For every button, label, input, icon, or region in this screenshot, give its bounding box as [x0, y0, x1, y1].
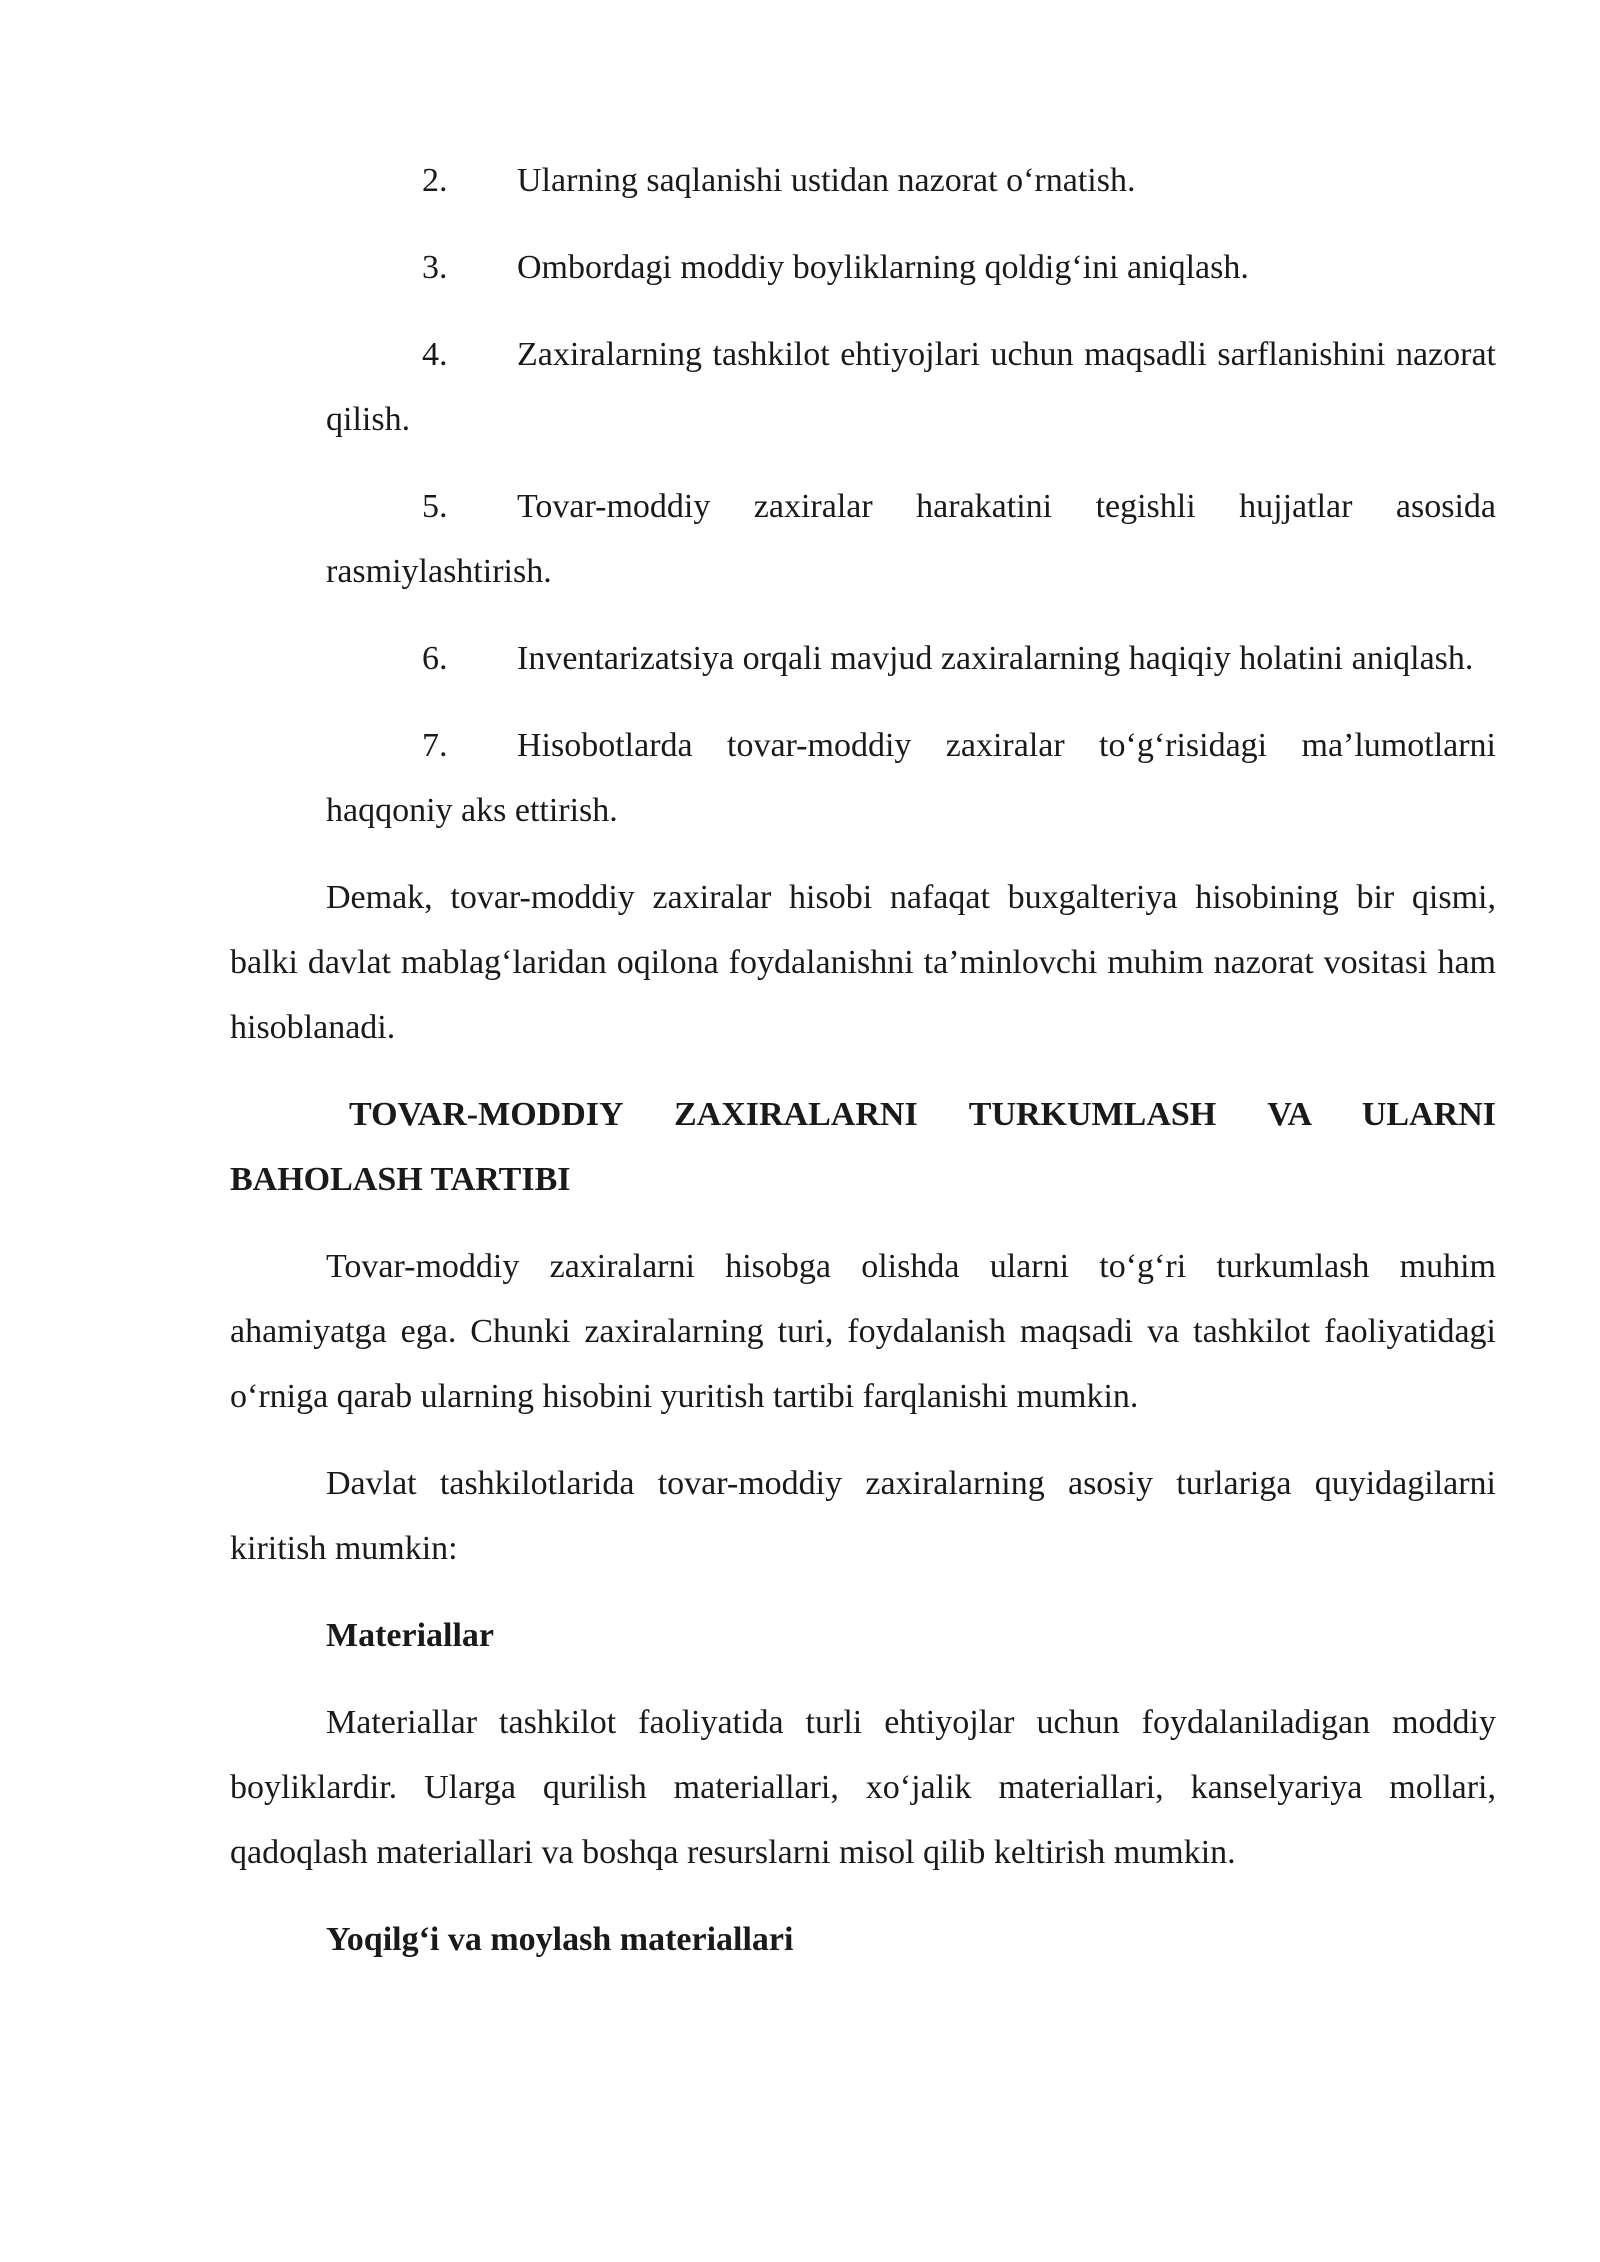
- subheading-materials: Materiallar: [326, 1617, 495, 1654]
- list-item-number: 2.: [422, 162, 448, 199]
- paragraph-materials: Materiallar tashkilot faoliyatida turli ehtiyojlar uchun foydalaniladigan moddiy boyliklardir. Ularga qurilish materiallari, xo‘jalik materiallari, kanselyariya mollari, qadoqlash materiallari va boshqa resurslarni misol qilib keltirish mumkin.: [230, 1704, 1496, 1871]
- list-item-text: Inventarizatsiya orqali mavjud zaxiralarning haqiqiy holatini aniqlash.: [517, 640, 1474, 677]
- list-item: [230, 713, 1496, 843]
- list-item: [230, 322, 1496, 452]
- list-item-number: 6.: [422, 640, 448, 677]
- list-item-text: Zaxiralarning tashkilot ehtiyojlari uchun maqsadli sarflanishini nazorat qilish.: [326, 336, 1496, 438]
- list-item-number: 4.: [422, 336, 448, 373]
- list-item: [230, 235, 1496, 300]
- paragraph-classification: Tovar-moddiy zaxiralarni hisobga olishda ularni to‘g‘ri turkumlash muhim ahamiyatga ega. Chunki zaxiralarning turi, foydalanish maqsadi va tashkilot faoliyatidagi o‘rniga qarab ularning hisobini yuritish tartibi farqlanishi mumkin.: [230, 1248, 1496, 1415]
- document-body: [230, 148, 1496, 1994]
- list-item-text: Tovar-moddiy zaxiralar harakatini tegishli hujjatlar asosida rasmiylashtirish.: [326, 488, 1496, 590]
- list-item-number: 3.: [422, 249, 448, 286]
- list-item-number: 7.: [422, 727, 448, 764]
- section-heading: TOVAR-MODDIY ZAXIRALARNI TURKUMLASH VA ULARNI BAHOLASH TARTIBI: [230, 1096, 1496, 1198]
- list-item: [230, 626, 1496, 691]
- subheading-fuel: Yoqilg‘i va moylash materiallari: [326, 1921, 794, 1958]
- list-item-text: Ularning saqlanishi ustidan nazorat o‘rnatish.: [517, 162, 1136, 199]
- conclusion-paragraph: Demak, tovar-moddiy zaxiralar hisobi nafaqat buxgalteriya hisobining bir qismi, balki davlat mablag‘laridan oqilona foydalanishni ta’minlovchi muhim nazorat vositasi ham hisoblanadi.: [230, 879, 1496, 1046]
- list-item: [230, 474, 1496, 604]
- list-item: [230, 148, 1496, 213]
- paragraph-types-intro: Davlat tashkilotlarida tovar-moddiy zaxiralarning asosiy turlariga quyidagilarni kiritish mumkin:: [230, 1465, 1496, 1567]
- list-item-text: Ombordagi moddiy boyliklarning qoldig‘ini aniqlash.: [517, 249, 1249, 286]
- list-item-number: 5.: [422, 488, 448, 525]
- list-item-text: Hisobotlarda tovar-moddiy zaxiralar to‘g‘risidagi ma’lumotlarni haqqoniy aks ettirish.: [326, 727, 1496, 829]
